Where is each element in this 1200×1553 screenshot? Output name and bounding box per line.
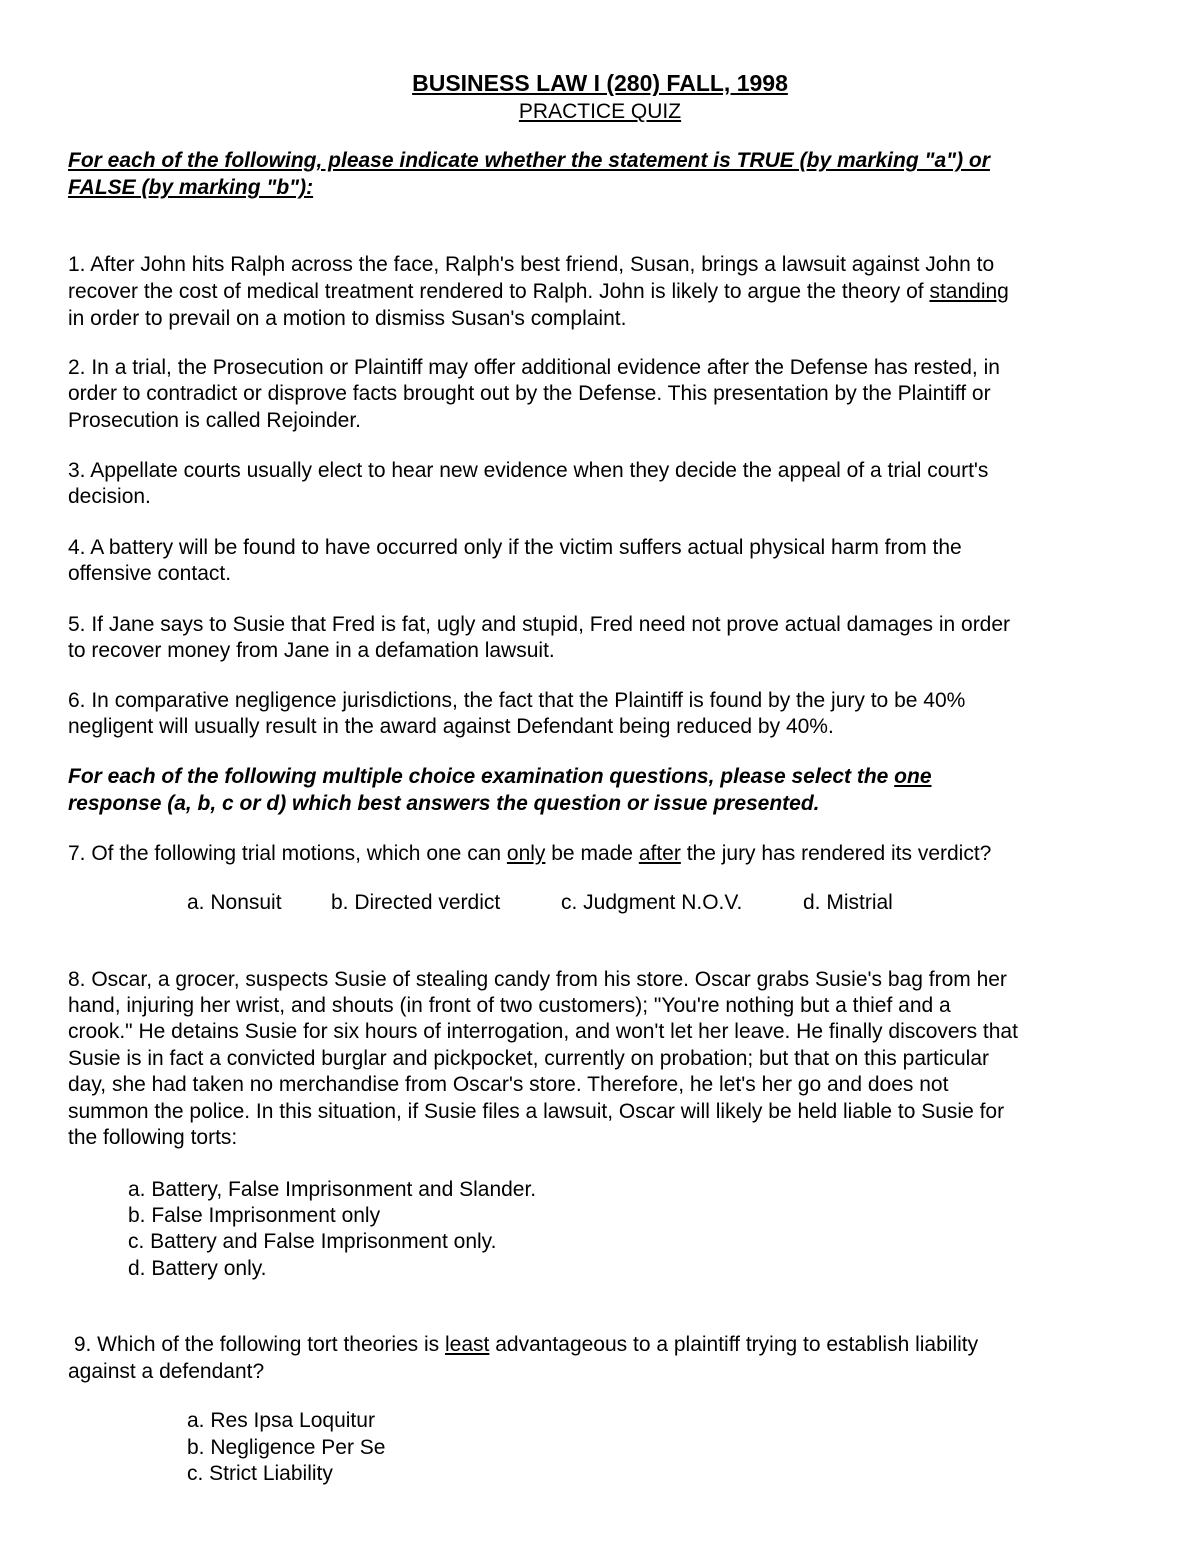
question-4-line-1: 4. A battery will be found to have occurred only if the victim suffers actual physical harm from the — [68, 536, 962, 559]
multiple-choice-instruction-underlined: one — [894, 765, 932, 788]
question-7-text-part-1: 7. Of the following trial motions, which one can — [68, 842, 507, 865]
question-3-line-1: 3. Appellate courts usually elect to hear new evidence when they decide the appeal of a trial court's — [68, 459, 989, 482]
question-2-line-1: 2. In a trial, the Prosecution or Plaintiff may offer additional evidence after the Defense has rested, in — [68, 356, 1000, 379]
question-5-line-2: to recover money from Jane in a defamation lawsuit. — [68, 639, 555, 662]
question-7-option-b: b. Directed verdict — [331, 891, 501, 914]
question-6-line-1: 6. In comparative negligence jurisdictions, the fact that the Plaintiff is found by the jury to be 40% — [68, 689, 966, 712]
question-1-underlined-term: standing — [929, 280, 1009, 303]
question-7-underlined-after: after — [638, 842, 681, 865]
question-3-line-2: decision. — [68, 485, 151, 508]
question-8-option-d: d. Battery only. — [128, 1257, 267, 1280]
question-1-text: recover the cost of medical treatment rendered to Ralph. John is likely to argue the theory of — [68, 280, 930, 303]
question-9-line-2: against a defendant? — [68, 1360, 265, 1383]
question-1-line-3: in order to prevail on a motion to dismiss Susan's complaint. — [68, 307, 627, 330]
question-9-text-part-1: 9. Which of the following tort theories is — [68, 1333, 446, 1356]
question-8-option-b: b. False Imprisonment only — [128, 1204, 381, 1227]
true-false-instruction-line-2: FALSE (by marking "b"): — [68, 176, 314, 199]
question-7-text-part-3: the jury has rendered its verdict? — [680, 842, 992, 865]
question-9-option-c: c. Strict Liability — [187, 1462, 333, 1485]
question-7-line-1 — [68, 841, 991, 867]
question-8-line-1: 8. Oscar, a grocer, suspects Susie of stealing candy from his store. Oscar grabs Susie's bag from her — [68, 968, 1007, 991]
document-subtitle: PRACTICE QUIZ — [518, 100, 682, 123]
question-8-line-4: Susie is in fact a convicted burglar and pickpocket, currently on probation; but that on this particular — [68, 1047, 990, 1070]
question-9-underlined-least: least — [445, 1333, 490, 1356]
multiple-choice-instruction-line-2: response (a, b, c or d) which best answers the question or issue presented. — [68, 792, 820, 815]
question-5-line-1: 5. If Jane says to Susie that Fred is fat, ugly and stupid, Fred need not prove actual damages in order — [68, 613, 1011, 636]
question-9-text-part-2: advantageous to a plaintiff trying to establish liability — [489, 1333, 979, 1356]
question-8-line-2: hand, injuring her wrist, and shouts (in front of two customers); "You're nothing but a thief and a — [68, 994, 951, 1017]
question-4-line-2: offensive contact. — [68, 562, 232, 585]
question-1-line-2 — [68, 279, 1009, 305]
question-9-option-a: a. Res Ipsa Loquitur — [187, 1409, 375, 1432]
question-2-line-2: order to contradict or disprove facts brought out by the Defense. This presentation by the Plaintiff or — [68, 382, 991, 405]
true-false-instruction-line-1: For each of the following, please indicate whether the statement is TRUE (by marking "a") or — [68, 149, 990, 172]
question-8-line-7: the following torts: — [68, 1126, 238, 1149]
question-8-line-5: day, she had taken no merchandise from Oscar's store. Therefore, he let's her go and does not — [68, 1073, 949, 1096]
multiple-choice-instruction-line-1 — [68, 764, 932, 790]
question-8-option-a: a. Battery, False Imprisonment and Slander. — [128, 1178, 537, 1201]
question-8-option-c: c. Battery and False Imprisonment only. — [128, 1230, 497, 1253]
question-7-option-a: a. Nonsuit — [187, 891, 282, 914]
question-9-option-b: b. Negligence Per Se — [187, 1436, 386, 1459]
question-1-line-1: 1. After John hits Ralph across the face, Ralph's best friend, Susan, brings a lawsuit against John to — [68, 253, 995, 276]
question-7-underlined-only: only — [506, 842, 546, 865]
multiple-choice-instruction-text: For each of the following multiple choice examination questions, please select the — [68, 765, 895, 788]
question-9-line-1 — [68, 1332, 978, 1358]
question-8-line-3: crook." He detains Susie for six hours of interrogation, and won't let her leave. He finally discovers that — [68, 1020, 1018, 1043]
question-7-text-part-2: be made — [545, 842, 639, 865]
question-7-option-d: d. Mistrial — [803, 891, 893, 914]
question-8-line-6: summon the police. In this situation, if Susie files a lawsuit, Oscar will likely be held liable to Susie for — [68, 1100, 1005, 1123]
question-2-line-3: Prosecution is called Rejoinder. — [68, 409, 361, 432]
question-6-line-2: negligent will usually result in the award against Defendant being reduced by 40%. — [68, 715, 834, 738]
question-7-option-c: c. Judgment N.O.V. — [561, 891, 743, 914]
document-title: BUSINESS LAW I (280) FALL, 1998 — [412, 70, 788, 96]
